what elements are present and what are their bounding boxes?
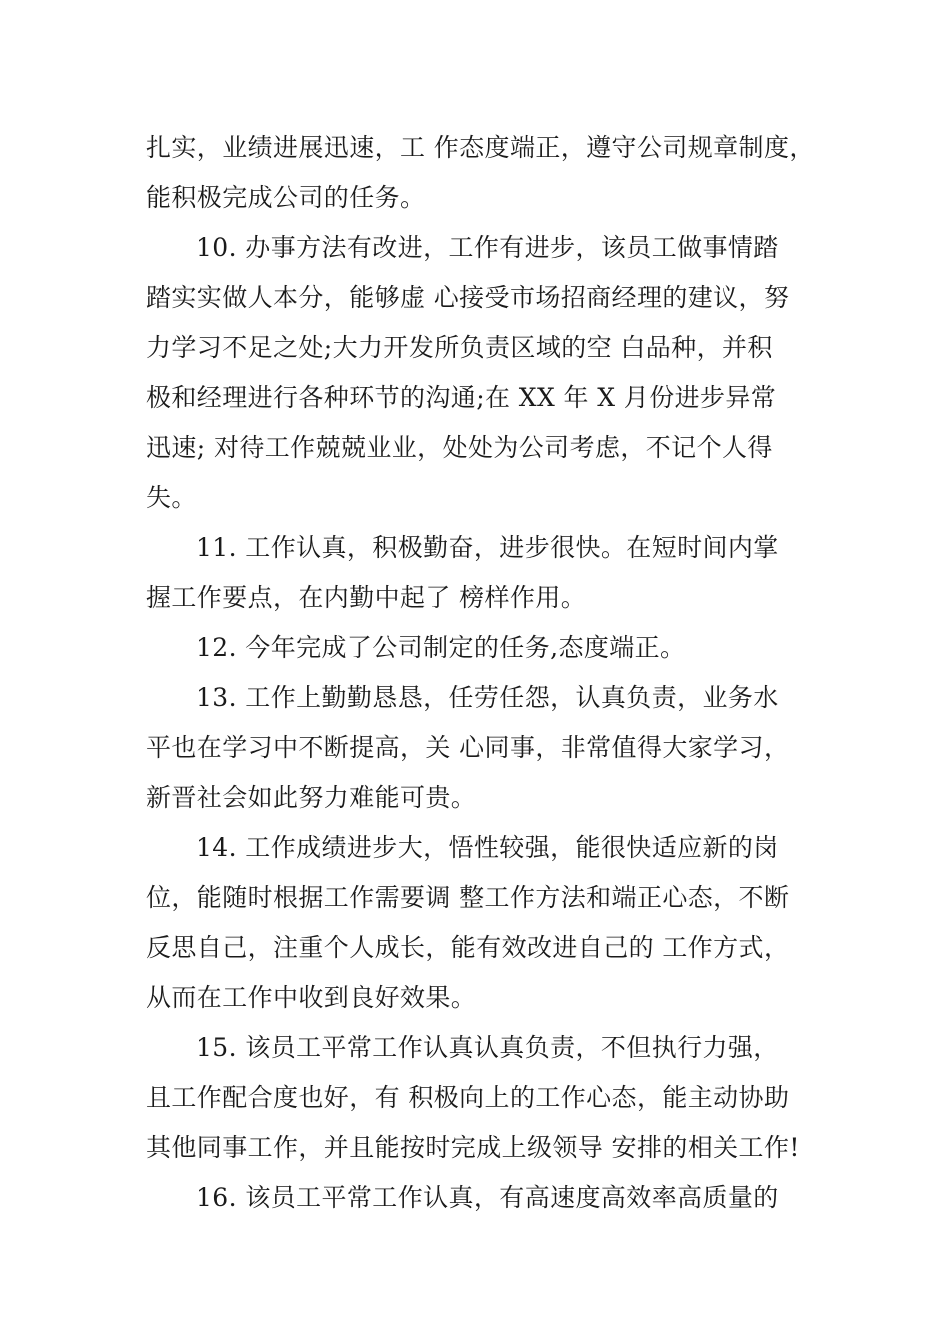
- paragraph-start-16: 16. 该员工平常工作认真，有高速度高效率高质量的: [196, 1183, 779, 1212]
- text-line: 力学习不足之处;大力开发所负责区域的空 白品种，并积: [146, 333, 773, 362]
- paragraph-start-10: 10. 办事方法有改进，工作有进步，该员工做事情踏: [196, 233, 779, 262]
- paragraph-start-13: 13. 工作上勤勤恳恳，任劳任怨，认真负责，业务水: [196, 683, 779, 712]
- text-line: 从而在工作中收到良好效果。: [146, 983, 477, 1012]
- text-line: 且工作配合度也好，有 积极向上的工作心态，能主动协助: [146, 1083, 790, 1112]
- text-line: 失。: [146, 483, 197, 512]
- paragraph-start-12: 12. 今年完成了公司制定的任务,态度端正。: [196, 633, 686, 662]
- text-line: 新晋社会如此努力难能可贵。: [146, 783, 477, 812]
- text-line: 能积极完成公司的任务。: [146, 183, 426, 212]
- paragraph-start-15: 15. 该员工平常工作认真认真负责，不但执行力强，: [196, 1033, 779, 1062]
- text-line: 踏实实做人本分，能够虚 心接受市场招商经理的建议，努: [146, 283, 790, 312]
- text-line: 迅速; 对待工作兢兢业业，处处为公司考虑，不记个人得: [146, 433, 773, 462]
- text-line: 极和经理进行各种环节的沟通;在 XX 年 X 月份进步异常: [146, 383, 777, 412]
- text-line: 位，能随时根据工作需要调 整工作方法和端正心态，不断: [146, 883, 790, 912]
- text-line: 握工作要点，在内勤中起了 榜样作用。: [146, 583, 587, 612]
- text-line: 扎实，业绩进展迅速，工 作态度端正，遵守公司规章制度，: [146, 133, 815, 162]
- text-line: 平也在学习中不断提高，关 心同事，非常值得大家学习，: [146, 733, 790, 762]
- text-line: 其他同事工作，并且能按时完成上级领导 安排的相关工作!: [146, 1133, 800, 1162]
- paragraph-start-11: 11. 工作认真，积极勤奋，进步很快。在短时间内掌: [196, 533, 779, 562]
- text-line: 反思自己，注重个人成长，能有效改进自己的 工作方式，: [146, 933, 790, 962]
- paragraph-start-14: 14. 工作成绩进步大，悟性较强，能很快适应新的岗: [196, 833, 779, 862]
